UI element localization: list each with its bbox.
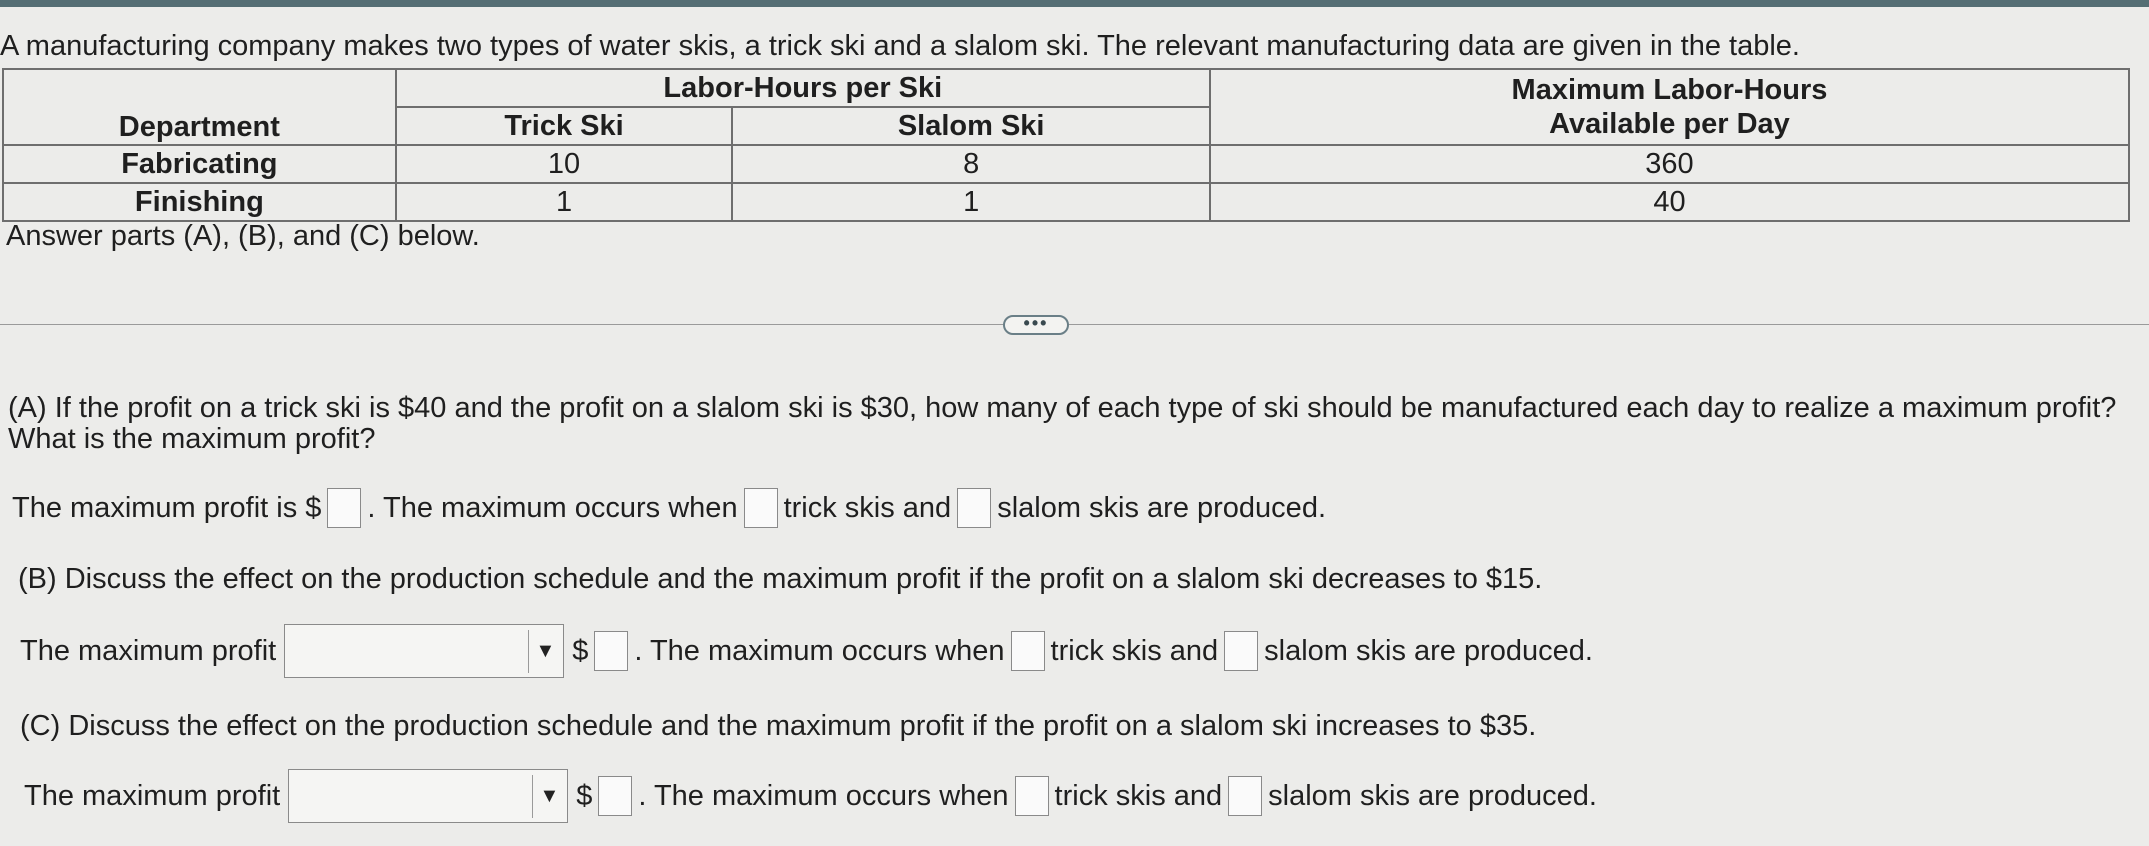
part-c-max-profit-input[interactable] [598,776,632,816]
row-max-value: 360 [1210,145,2129,183]
part-a-trick-skis-input[interactable] [744,488,778,528]
part-c-text-1: The maximum profit [24,779,281,812]
part-c-text-4: slalom skis are produced. [1268,779,1597,812]
header-department: Department [3,69,396,145]
header-slalom-ski: Slalom Ski [732,107,1210,145]
part-b-answer-line [20,624,1593,678]
part-a-slalom-skis-input[interactable] [957,488,991,528]
part-b-text-2: . The maximum occurs when [634,634,1005,667]
row-slalom-value: 1 [732,183,1210,221]
problem-intro: A manufacturing company makes two types of water skis, a trick ski and a slalom ski. The relevant manufacturing data are given in the table. [0,30,1800,62]
part-b-max-profit-input[interactable] [594,631,628,671]
dropdown-arrow-icon[interactable]: ▼ [532,775,563,818]
part-c-slalom-skis-input[interactable] [1228,776,1262,816]
header-labor-hours: Labor-Hours per Ski [396,69,1210,107]
table-row [3,183,2129,221]
part-b-text-3: trick skis and [1050,634,1219,667]
part-c-profit-change-dropdown[interactable] [288,769,568,823]
part-a-max-profit-input[interactable] [327,488,361,528]
row-department: Fabricating [3,145,396,183]
section-divider [0,324,2149,325]
part-c-text-2: . The maximum occurs when [638,779,1009,812]
part-c-dollar-sign: $ [576,779,593,812]
part-a-question-line-1: (A) If the profit on a trick ski is $40 and the profit on a slalom ski is $30, how many of each type of ski should be manufactured each day to realize a maximum profit? [8,392,2117,424]
part-b-slalom-skis-input[interactable] [1224,631,1258,671]
row-trick-value: 1 [396,183,733,221]
header-max-labor-hours [1210,69,2129,145]
dropdown-arrow-icon[interactable]: ▼ [528,630,559,673]
part-a-text-4: slalom skis are produced. [997,491,1327,524]
row-department: Finishing [3,183,396,221]
part-b-text-4: slalom skis are produced. [1264,634,1593,667]
part-a-text-3: trick skis and [783,491,952,524]
part-b-profit-change-dropdown[interactable] [284,624,564,678]
header-max-line-1: Maximum Labor-Hours [1511,74,1828,106]
more-options-button[interactable]: ••• [1003,315,1069,335]
part-c-question: (C) Discuss the effect on the production schedule and the maximum profit if the profit on a slalom ski increases to $35. [20,710,1537,742]
header-trick-ski: Trick Ski [396,107,733,145]
part-b-text-1: The maximum profit [20,634,277,667]
row-max-value: 40 [1210,183,2129,221]
row-trick-value: 10 [396,145,733,183]
part-a-question-line-2: What is the maximum profit? [8,423,376,455]
part-a-text-2: . The maximum occurs when [367,491,738,524]
part-b-trick-skis-input[interactable] [1011,631,1045,671]
table-row [3,145,2129,183]
row-slalom-value: 8 [732,145,1210,183]
top-bar [0,0,2149,7]
part-b-question: (B) Discuss the effect on the production schedule and the maximum profit if the profit on a slalom ski decreases to $15. [18,563,1543,595]
answer-instructions: Answer parts (A), (B), and (C) below. [6,220,480,252]
part-c-answer-line [24,769,1597,823]
part-c-trick-skis-input[interactable] [1015,776,1049,816]
part-c-text-3: trick skis and [1054,779,1223,812]
part-a-text-1: The maximum profit is $ [12,491,322,524]
manufacturing-data-table [2,68,2130,222]
part-a-answer-line [12,488,1326,528]
part-b-dollar-sign: $ [572,634,589,667]
header-max-line-2: Available per Day [1549,108,1790,140]
